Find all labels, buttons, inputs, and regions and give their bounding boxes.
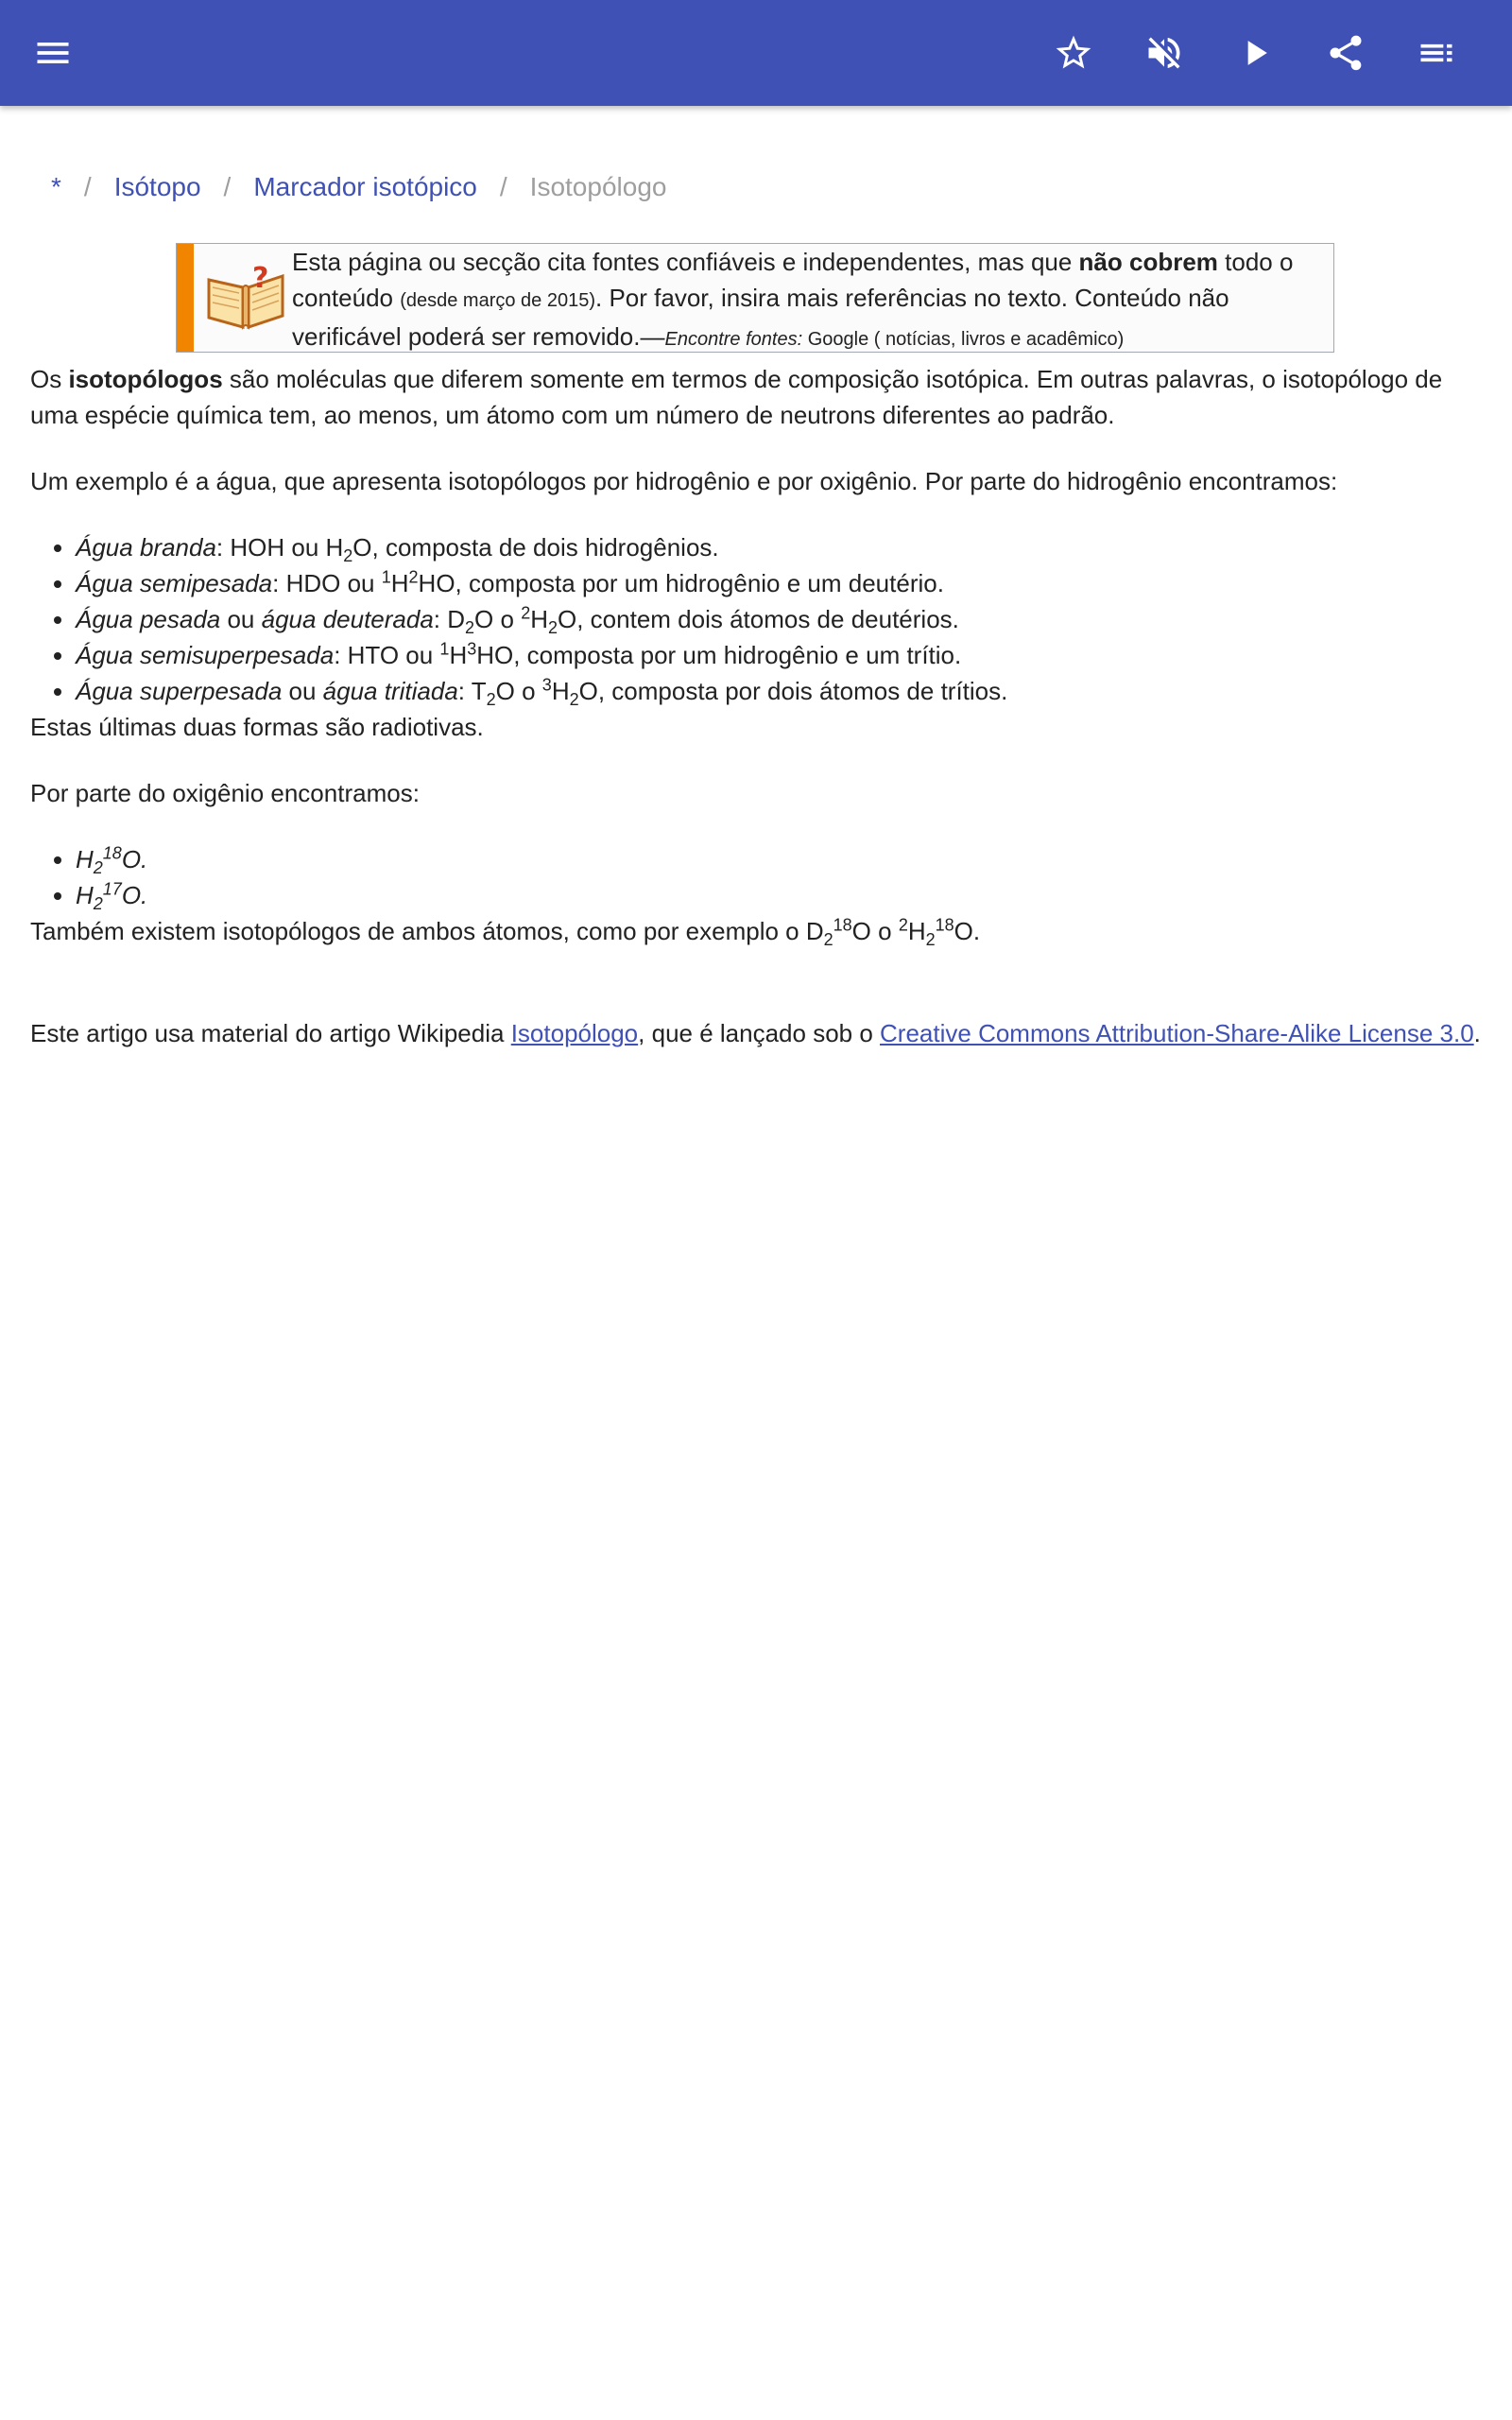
text: H	[551, 677, 570, 705]
subscript: 2	[486, 690, 496, 710]
text: H	[907, 917, 926, 945]
both-atoms-paragraph	[30, 913, 1486, 949]
text: O, composta por dois átomos de trítios.	[578, 677, 1008, 705]
license-paragraph	[30, 1015, 1486, 1051]
menu-button[interactable]	[26, 26, 79, 79]
play-icon	[1234, 32, 1276, 74]
subscript: 2	[93, 894, 103, 914]
list-item	[76, 637, 1486, 673]
text: ou	[282, 677, 323, 705]
water-name: Água superpesada	[76, 677, 283, 705]
notice-accent-bar	[177, 244, 194, 352]
text: Também existem isotopólogos de ambos átomos, como por exemplo o D	[30, 917, 824, 945]
share-icon	[1325, 32, 1366, 74]
subscript: 2	[569, 690, 579, 710]
water-name: água deuterada	[261, 605, 434, 633]
notice-text-part: . Por favor, insira mais referências no texto. Conteúdo não verificável poderá ser removido.—	[292, 284, 1229, 351]
notice-date: (desde março de 2015)	[400, 290, 596, 311]
text: Este artigo usa material do artigo Wikipedia	[30, 1019, 511, 1047]
text: O.	[121, 845, 148, 873]
list-item	[76, 841, 1486, 877]
breadcrumb-current: Isotopólogo	[529, 172, 667, 201]
playlist-icon	[1416, 32, 1457, 74]
superscript: 1	[439, 639, 450, 659]
notice-text-part: todo o conteúdo	[292, 248, 1294, 312]
article-body	[30, 361, 1486, 1051]
share-button[interactable]	[1319, 26, 1372, 79]
text: O.	[121, 881, 148, 909]
text: : HTO ou	[334, 641, 440, 669]
text: Os	[30, 365, 69, 393]
text: O, contem dois átomos de deutérios.	[558, 605, 959, 633]
menu-icon	[32, 32, 74, 74]
breadcrumb	[51, 166, 666, 208]
subscript: 2	[925, 930, 936, 950]
svg-text:?: ?	[252, 262, 269, 295]
text: HO, composta por um hidrogênio e um deutério.	[418, 569, 944, 597]
text: : T	[457, 677, 487, 705]
list-item	[76, 565, 1486, 601]
superscript: 2	[898, 915, 908, 935]
mute-button[interactable]	[1138, 26, 1191, 79]
subscript: 2	[93, 858, 103, 878]
oxygen-intro: Por parte do oxigênio encontramos:	[30, 779, 420, 807]
notice-bold: não cobrem	[1078, 248, 1218, 276]
example-paragraph: Um exemplo é a água, que apresenta isotopólogos por hidrogênio e por oxigênio. Por parte do hidrogênio encontramos:	[30, 467, 1338, 495]
water-name: Água pesada	[76, 605, 221, 633]
hydrogen-list	[30, 529, 1486, 709]
sources-notice-box	[176, 243, 1334, 353]
list-item	[76, 673, 1486, 709]
volume-off-icon	[1143, 32, 1185, 74]
water-name: Água branda	[76, 533, 216, 562]
text: H	[76, 845, 94, 873]
breadcrumb-separator: /	[223, 172, 232, 201]
water-name: água tritiada	[322, 677, 458, 705]
subscript: 2	[465, 618, 475, 638]
text: .	[1473, 1019, 1481, 1047]
superscript: 2	[521, 603, 531, 623]
notice-text-part: Esta página ou secção cita fontes confiáveis e independentes, mas que	[292, 248, 1079, 276]
book-question-icon	[203, 259, 288, 335]
subscript: 2	[343, 546, 353, 566]
text: O o	[495, 677, 542, 705]
text: , que é lançado sob o	[638, 1019, 881, 1047]
superscript: 17	[102, 879, 122, 899]
breadcrumb-item-marcador[interactable]: Marcador isotópico	[253, 172, 477, 201]
term-bold: isotopólogos	[68, 365, 223, 393]
superscript: 18	[833, 915, 852, 935]
superscript: 3	[541, 675, 552, 695]
text: O o	[474, 605, 522, 633]
subscript: 2	[823, 930, 833, 950]
text: O, composta de dois hidrogênios.	[352, 533, 719, 562]
text: ou	[220, 605, 262, 633]
text: são moléculas que diferem somente em termos de composição isotópica. Em outras palavras, o isotopólogo de uma espécie química tem, ao menos, um átomo com um número de neutrons diferentes ao padrão.	[30, 365, 1443, 429]
wikipedia-article-link[interactable]: Isotopólogo	[510, 1019, 639, 1047]
license-link[interactable]: Creative Commons Attribution-Share-Alike License 3.0	[880, 1019, 1474, 1047]
superscript: 3	[467, 639, 477, 659]
subscript: 2	[547, 618, 558, 638]
superscript: 2	[408, 567, 419, 587]
breadcrumb-separator: /	[83, 172, 92, 201]
radioactive-paragraph: Estas últimas duas formas são radiotivas.	[30, 713, 484, 741]
contents-button[interactable]	[1410, 26, 1463, 79]
app-bar	[0, 0, 1512, 106]
find-sources-links[interactable]: Google ( notícias, livros e acadêmico)	[802, 329, 1125, 350]
breadcrumb-home[interactable]: *	[51, 172, 61, 201]
breadcrumb-item-isotopo[interactable]: Isótopo	[113, 172, 201, 201]
intro-paragraph	[30, 361, 1486, 433]
bookmark-button[interactable]	[1047, 26, 1100, 79]
text: : D	[433, 605, 466, 633]
notice-text	[292, 244, 1322, 357]
text: : HOH ou H	[215, 533, 344, 562]
text: H	[530, 605, 548, 633]
list-item	[76, 601, 1486, 637]
superscript: 18	[102, 843, 122, 863]
superscript: 18	[935, 915, 954, 935]
list-item	[76, 877, 1486, 913]
list-item	[76, 529, 1486, 565]
text: O.	[954, 917, 981, 945]
text: H	[76, 881, 94, 909]
superscript: 1	[381, 567, 391, 587]
text: : HDO ou	[272, 569, 382, 597]
play-button[interactable]	[1228, 26, 1281, 79]
oxygen-list	[30, 841, 1486, 913]
breadcrumb-separator: /	[499, 172, 507, 201]
water-name: Água semisuperpesada	[76, 641, 335, 669]
find-sources-label: Encontre fontes:	[664, 329, 803, 350]
text: H	[390, 569, 409, 597]
text: O o	[851, 917, 899, 945]
text: H	[449, 641, 468, 669]
water-name: Água semipesada	[76, 569, 273, 597]
text: HO, composta por um hidrogênio e um trítio.	[476, 641, 962, 669]
star-outline-icon	[1053, 32, 1094, 74]
